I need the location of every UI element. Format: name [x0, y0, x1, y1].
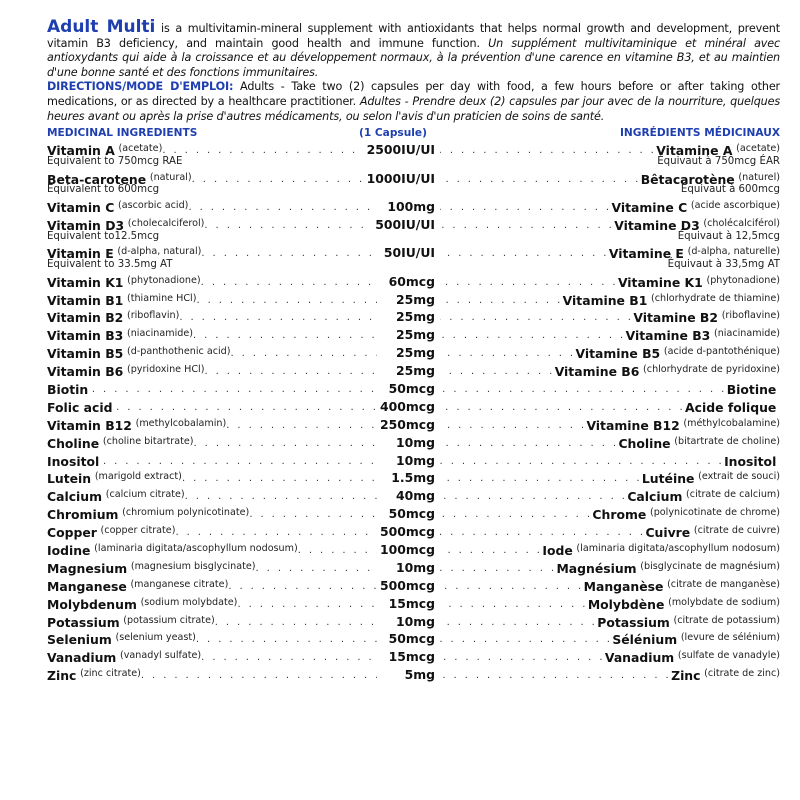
ingredient-french	[440, 668, 780, 683]
dot-leader	[440, 400, 685, 415]
ingredient-source-fr: (chlorhydrate de thiamine)	[651, 292, 780, 304]
ingredient-french	[440, 436, 780, 451]
ingredient-source-en: (manganese citrate)	[130, 578, 229, 590]
ingredient-source-fr: (levure de sélénium)	[680, 632, 780, 644]
dot-leader	[188, 200, 377, 215]
ingredient-row	[47, 362, 780, 380]
ingredient-name-en: Vitamin B5	[47, 346, 124, 362]
ingredient-row	[47, 595, 780, 613]
ingredient-french	[440, 418, 780, 433]
equivalent-fr: Équivaut à 750mcg ÉAR	[657, 156, 780, 168]
ingredient-english	[47, 632, 377, 647]
ingredient-name-fr: Acide folique	[685, 399, 777, 415]
ingredient-amount: 50mcg	[386, 381, 437, 396]
dot-leader	[440, 471, 642, 486]
dot-leader	[440, 200, 611, 215]
ingredient-english	[47, 364, 377, 379]
ingredient-amount: 10mg	[393, 435, 437, 450]
dot-leader	[440, 382, 727, 397]
ingredient-amount: 100mg	[384, 199, 437, 214]
ingredient-name-en: Vitamin C	[47, 199, 115, 215]
dot-leader	[440, 525, 645, 540]
ingredient-source-fr: (citrate de calcium)	[686, 489, 780, 501]
dot-leader	[201, 650, 377, 665]
ingredient-source-fr: (molybdate de sodium)	[668, 596, 780, 608]
ingredient-name-fr: Chrome	[592, 507, 647, 523]
description-english: is a multivitamin-mineral supplement with antioxidants that helps normal growth and development, prevent vitamin B3 deficiency, and maintain good health and immune function.	[47, 22, 780, 50]
ingredient-amount: 100mcg	[377, 542, 437, 557]
ingredient-source-fr: (citrate de zinc)	[704, 668, 780, 680]
ingredient-row	[47, 541, 780, 559]
header-ingredients-medicinaux: INGRÉDIENTS MÉDICINAUX	[619, 127, 780, 140]
ingredient-name-fr: Lutéine	[641, 471, 695, 487]
equivalent-en: Equivalent to 33.5mg AT	[47, 259, 173, 271]
ingredient-name-en: Vitamin K1	[47, 274, 124, 290]
ingredient-name-fr: Vitamine B6	[554, 364, 640, 380]
ingredient-name-en: Vitamin A	[47, 143, 115, 159]
ingredient-french	[440, 382, 780, 397]
ingredient-source-fr: (extrait de souci)	[698, 471, 780, 483]
dot-leader	[440, 615, 597, 630]
ingredient-row	[47, 630, 780, 648]
ingredient-english	[47, 650, 377, 665]
ingredient-source-en: (copper citrate)	[100, 525, 176, 537]
dot-leader	[440, 543, 542, 558]
ingredient-source-fr: (riboflavine)	[721, 310, 780, 322]
ingredient-amount: 500mcg	[377, 578, 437, 593]
directions-english: Adults - Take two (2) capsules per day with food, a few hours before or after taking other medications, or as directed by a healthcare practitioner.	[47, 80, 780, 108]
dot-leader	[249, 507, 377, 522]
dot-leader	[185, 489, 377, 504]
ingredient-row	[47, 344, 780, 362]
product-description	[47, 17, 780, 80]
dot-leader	[440, 364, 555, 379]
ingredients-header	[47, 125, 780, 141]
ingredient-source-en: (choline bitartrate)	[102, 435, 194, 447]
header-medicinal-ingredients: MEDICINAL INGREDIENTS	[47, 127, 198, 140]
ingredient-name-fr: Vitamine E	[608, 246, 684, 262]
dot-leader	[196, 632, 377, 647]
ingredient-source-en: (riboflavin)	[126, 310, 180, 322]
ingredient-name-en: Vitamin B12	[47, 417, 132, 433]
ingredient-name-fr: Biotine	[726, 381, 777, 397]
ingredient-amount: 1000IU/UI	[364, 171, 437, 186]
ingredient-name-fr: Vitamine A	[656, 143, 733, 159]
ingredient-row	[47, 198, 780, 216]
dot-leader	[440, 328, 626, 343]
ingredient-source-en: (pyridoxine HCl)	[126, 364, 205, 376]
dot-leader	[440, 632, 612, 647]
ingredient-source-en: (d-alpha, natural)	[117, 246, 202, 258]
ingredient-amount: 15mcg	[386, 596, 437, 611]
ingredient-english	[47, 275, 377, 290]
ingredient-amount: 10mg	[393, 614, 437, 629]
ingredient-source-fr: (niacinamide)	[713, 328, 780, 340]
ingredient-name-fr: Vitamine D3	[614, 217, 700, 233]
dot-leader	[201, 275, 377, 290]
ingredient-name-en: Lutein	[47, 471, 92, 487]
ingredient-source-en: (chromium polynicotinate)	[122, 507, 250, 519]
dot-leader	[226, 418, 377, 433]
ingredient-amount: 25mg	[393, 327, 437, 342]
ingredient-source-en: (methylcobalamin)	[135, 417, 227, 429]
ingredient-french	[440, 328, 780, 343]
dot-leader	[440, 454, 724, 469]
ingredient-french	[440, 632, 780, 647]
dot-leader	[440, 668, 671, 683]
dot-leader	[237, 597, 377, 612]
dot-leader	[440, 579, 584, 594]
supplement-label	[47, 17, 780, 684]
ingredient-row	[47, 613, 780, 631]
ingredient-name-en: Vanadium	[47, 650, 117, 666]
dot-leader	[256, 561, 377, 576]
ingredient-name-en: Choline	[47, 435, 100, 451]
ingredient-amount: 500mcg	[377, 524, 437, 539]
ingredient-french	[440, 615, 780, 630]
ingredient-english	[47, 436, 377, 451]
ingredient-name-en: Copper	[47, 525, 97, 541]
ingredient-source-en: (magnesium bisglycinate)	[130, 560, 256, 572]
ingredient-english	[47, 489, 377, 504]
ingredient-source-fr: (citrate de manganèse)	[667, 578, 780, 590]
dot-leader	[298, 543, 377, 558]
ingredient-name-fr: Vitamine C	[611, 199, 688, 215]
ingredient-name-fr: Choline	[618, 435, 671, 451]
ingredient-name-en: Vitamin B6	[47, 364, 124, 380]
ingredient-source-fr: (acide ascorbique)	[690, 199, 780, 211]
directions-label: DIRECTIONS/MODE D'EMPLOI:	[47, 80, 234, 94]
ingredient-source-en: (ascorbic acid)	[117, 199, 189, 211]
ingredient-row	[47, 523, 780, 541]
ingredient-french	[440, 471, 780, 486]
ingredient-amount: 50mcg	[386, 631, 437, 646]
ingredient-english	[47, 382, 377, 397]
ingredient-french	[440, 561, 780, 576]
ingredient-name-en: Folic acid	[47, 399, 113, 415]
dot-leader	[103, 454, 377, 469]
dot-leader	[116, 400, 377, 415]
dot-leader	[194, 436, 377, 451]
ingredient-row	[47, 308, 780, 326]
ingredient-source-en: (niacinamide)	[126, 328, 193, 340]
ingredient-english	[47, 400, 377, 415]
ingredient-french	[440, 310, 780, 325]
dot-leader	[92, 382, 377, 397]
ingredient-row	[47, 666, 780, 684]
ingredient-source-fr: (cholécalciférol)	[703, 217, 780, 229]
ingredient-french	[440, 597, 780, 612]
dot-leader	[440, 436, 618, 451]
ingredient-french	[440, 275, 780, 290]
ingredient-amount: 50IU/UI	[381, 245, 437, 260]
ingredient-name-fr: Bêtacarotène	[640, 171, 735, 187]
ingredient-name-en: Vitamin E	[47, 246, 114, 262]
ingredient-amount: 2500IU/UI	[364, 142, 437, 157]
ingredient-english	[47, 525, 377, 540]
ingredient-source-en: (natural)	[149, 171, 192, 183]
ingredient-source-en: (vanadyl sulfate)	[120, 650, 202, 662]
ingredient-english	[47, 346, 377, 361]
dot-leader	[440, 346, 575, 361]
ingredient-source-en: (potassium citrate)	[123, 614, 215, 626]
ingredient-english	[47, 597, 377, 612]
ingredient-english	[47, 543, 377, 558]
dot-leader	[193, 328, 377, 343]
ingredient-name-fr: Inositol	[724, 453, 777, 469]
description-french: Un supplément multivitaminique et minéral avec antioxydants qui aide à la croissance et au développement normaux, à la prévention d'une carence en vitamine B3, et au maintien d'une bonne santé et des fonctions immunitaires.	[47, 36, 780, 79]
ingredient-source-en: (cholecalciferol)	[127, 217, 205, 229]
ingredient-source-fr: (méthylcobalamine)	[683, 417, 780, 429]
ingredient-name-fr: Iode	[542, 542, 573, 558]
header-serving-size: (1 Capsule)	[359, 127, 427, 140]
equivalent-en: Equivalent to 600mcg	[47, 184, 160, 196]
ingredient-french	[440, 346, 780, 361]
ingredient-amount: 25mg	[393, 309, 437, 324]
ingredient-name-en: Biotin	[47, 381, 89, 397]
ingredient-name-fr: Vitamine B1	[562, 292, 648, 308]
ingredient-row	[47, 559, 780, 577]
ingredient-amount: 40mg	[393, 488, 437, 503]
ingredient-source-en: (calcium citrate)	[105, 489, 185, 501]
ingredient-english	[47, 579, 377, 594]
ingredient-source-fr: (citrate de potassium)	[673, 614, 780, 626]
ingredient-name-fr: Vitamine K1	[617, 274, 703, 290]
ingredients-table	[47, 141, 780, 684]
ingredient-english	[47, 454, 377, 469]
ingredient-french	[440, 579, 780, 594]
equivalent-en: Equivalent to 750mcg RAE	[47, 156, 183, 168]
ingredient-amount: 400mcg	[377, 399, 437, 414]
ingredient-row	[47, 416, 780, 434]
ingredient-amount: 5mg	[402, 667, 437, 682]
dot-leader	[440, 418, 586, 433]
dot-leader	[179, 310, 377, 325]
ingredient-source-en: (sodium molybdate)	[140, 596, 238, 608]
ingredient-name-en: Calcium	[47, 489, 103, 505]
ingredient-french	[440, 507, 780, 522]
equivalent-fr: Équivaut à 33,5mg AT	[667, 259, 780, 271]
ingredient-french	[440, 489, 780, 504]
ingredient-french	[440, 454, 780, 469]
ingredient-name-en: Vitamin B2	[47, 310, 124, 326]
dot-leader	[175, 525, 377, 540]
product-name: Adult Multi	[47, 17, 156, 37]
ingredient-english	[47, 293, 377, 308]
ingredient-source-en: (phytonadione)	[127, 274, 201, 286]
ingredient-name-en: Iodine	[47, 542, 91, 558]
dot-leader	[182, 471, 377, 486]
ingredient-source-fr: (acide d-pantothénique)	[663, 346, 780, 358]
ingredient-amount: 50mcg	[386, 506, 437, 521]
dot-leader	[204, 364, 377, 379]
ingredient-source-en: (zinc citrate)	[80, 668, 141, 680]
ingredient-source-fr: (phytonadione)	[706, 274, 780, 286]
ingredient-english	[47, 507, 377, 522]
ingredient-french	[440, 293, 780, 308]
ingredient-row	[47, 326, 780, 344]
dot-leader	[440, 275, 618, 290]
ingredient-name-en: Zinc	[47, 668, 77, 684]
ingredient-amount: 1.5mg	[388, 470, 437, 485]
dot-leader	[215, 615, 377, 630]
dot-leader	[196, 293, 377, 308]
ingredient-name-en: Inositol	[47, 453, 100, 469]
ingredient-equivalent-row	[47, 184, 780, 198]
ingredient-source-en: (acetate)	[118, 143, 163, 155]
ingredient-name-en: Chromium	[47, 507, 119, 523]
ingredient-name-fr: Vanadium	[604, 650, 675, 666]
ingredient-amount: 60mcg	[386, 274, 437, 289]
ingredient-amount: 10mg	[393, 560, 437, 575]
dot-leader	[440, 597, 588, 612]
equivalent-en: Equivalent to12.5mcg	[47, 230, 160, 242]
ingredient-row	[47, 380, 780, 398]
ingredient-name-fr: Molybdène	[587, 596, 665, 612]
equivalent-fr: Équivaut à 600mcg	[680, 184, 780, 196]
dot-leader	[440, 310, 633, 325]
ingredient-french	[440, 525, 780, 540]
ingredient-french	[440, 650, 780, 665]
ingredient-equivalent-row	[47, 231, 780, 245]
directions-french: Adultes - Prendre deux (2) capsules par jour avec de la nourriture, quelques heures avant ou après la prise d'autres médicaments, ou selon l'avis d'un praticien de soins de santé.	[47, 94, 780, 123]
ingredient-row	[47, 291, 780, 309]
ingredient-english	[47, 615, 377, 630]
ingredient-french	[440, 200, 780, 215]
ingredient-equivalent-row	[47, 259, 780, 273]
ingredient-source-fr: (naturel)	[738, 171, 780, 183]
ingredient-name-fr: Sélénium	[612, 632, 678, 648]
ingredient-equivalent-row	[47, 156, 780, 170]
ingredient-source-en: (d-panthothenic acid)	[126, 346, 231, 358]
ingredient-name-fr: Zinc	[671, 668, 701, 684]
ingredient-french	[440, 364, 780, 379]
ingredient-french	[440, 400, 780, 415]
ingredient-source-fr: (acetate)	[736, 143, 780, 155]
ingredient-english	[47, 200, 377, 215]
ingredient-row	[47, 434, 780, 452]
dot-leader	[228, 579, 377, 594]
ingredient-row	[47, 487, 780, 505]
ingredient-source-en: (thiamine HCl)	[126, 292, 197, 304]
ingredient-amount: 10mg	[393, 453, 437, 468]
ingredient-name-en: Magnesium	[47, 560, 128, 576]
ingredient-name-fr: Cuivre	[645, 525, 691, 541]
ingredient-english	[47, 418, 377, 433]
ingredient-name-fr: Vitamine B12	[586, 417, 680, 433]
ingredient-row	[47, 452, 780, 470]
ingredient-source-en: (laminaria digitata/ascophyllum nodosum)	[94, 542, 298, 554]
ingredient-french	[440, 543, 780, 558]
ingredient-row	[47, 273, 780, 291]
dot-leader	[440, 650, 605, 665]
dot-leader	[440, 507, 592, 522]
ingredient-source-fr: (chlorhydrate de pyridoxine)	[643, 364, 780, 376]
ingredient-source-fr: (bitartrate de choline)	[674, 435, 780, 447]
ingredient-name-en: Potassium	[47, 614, 120, 630]
ingredient-name-en: Vitamin D3	[47, 217, 125, 233]
dot-leader	[440, 489, 627, 504]
ingredient-name-fr: Vitamine B3	[625, 328, 711, 344]
ingredient-source-fr: (laminaria digitata/ascophyllum nodosum)	[576, 542, 780, 554]
ingredient-name-fr: Vitamine B2	[633, 310, 718, 326]
ingredient-name-en: Vitamin B3	[47, 328, 124, 344]
ingredient-name-fr: Magnésium	[556, 560, 637, 576]
ingredient-row	[47, 648, 780, 666]
ingredient-amount: 25mg	[393, 292, 437, 307]
ingredient-name-en: Molybdenum	[47, 596, 137, 612]
ingredient-source-fr: (citrate de cuivre)	[693, 525, 780, 537]
ingredient-name-fr: Calcium	[627, 489, 683, 505]
ingredient-name-fr: Manganèse	[583, 578, 664, 594]
ingredient-amount: 25mg	[393, 345, 437, 360]
dot-leader	[141, 668, 377, 683]
ingredient-name-en: Manganese	[47, 578, 127, 594]
ingredient-english	[47, 328, 377, 343]
ingredient-name-en: Beta-carotene	[47, 171, 147, 187]
ingredient-source-fr: (sulfate de vanadyle)	[677, 650, 780, 662]
ingredient-english	[47, 668, 377, 683]
ingredient-english	[47, 310, 377, 325]
ingredient-english	[47, 471, 377, 486]
ingredient-source-fr: (polynicotinate de chrome)	[649, 507, 780, 519]
ingredient-english	[47, 561, 377, 576]
ingredient-row	[47, 469, 780, 487]
ingredient-row	[47, 398, 780, 416]
ingredient-source-en: (selenium yeast)	[115, 632, 196, 644]
ingredient-amount: 25mg	[393, 363, 437, 378]
ingredient-source-fr: (bisglycinate de magnésium)	[640, 560, 780, 572]
ingredient-amount: 250mcg	[377, 417, 437, 432]
ingredient-row	[47, 505, 780, 523]
ingredient-amount: 15mcg	[386, 649, 437, 664]
ingredient-source-en: (marigold extract)	[94, 471, 182, 483]
directions	[47, 80, 780, 124]
ingredient-name-fr: Vitamine B5	[575, 346, 661, 362]
ingredient-amount: 500IU/UI	[372, 217, 437, 232]
ingredient-name-fr: Potassium	[597, 614, 670, 630]
dot-leader	[230, 346, 377, 361]
dot-leader	[440, 293, 563, 308]
ingredient-name-en: Vitamin B1	[47, 292, 124, 308]
ingredient-source-fr: (d-alpha, naturelle)	[687, 246, 780, 258]
dot-leader	[440, 561, 556, 576]
ingredient-row	[47, 577, 780, 595]
ingredient-name-en: Selenium	[47, 632, 112, 648]
equivalent-fr: Équivaut à 12,5mcg	[677, 230, 780, 242]
